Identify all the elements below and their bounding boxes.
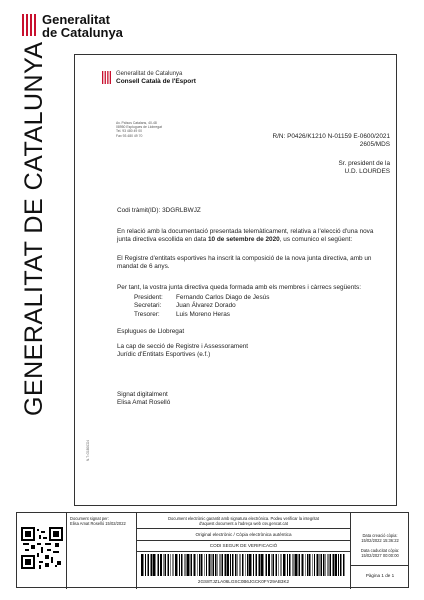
- signed-by-label: Document signat per:: [70, 516, 109, 521]
- vertical-org-text: GENERALITAT DE CATALUNYA: [20, 41, 48, 416]
- signed-by-cell: [67, 513, 137, 589]
- procedure-code: Codi tràmit(ID): 3DGRLBWJZ: [117, 207, 201, 214]
- signature-block: [117, 391, 170, 408]
- paragraph-1: [117, 228, 373, 245]
- signed-by-value: Elisa Amat Roselló 15/02/2022: [70, 521, 126, 526]
- paragraph-3: Per tant, la vostra junta directiva queda formada amb els membres i càrrecs següents:: [117, 284, 362, 291]
- signer-title: [117, 343, 248, 360]
- board-name: Juan Álvarez Dorado: [176, 302, 236, 310]
- page-number: Pàgina 1 de 1: [365, 573, 395, 578]
- csv-code: 2GS8TJZLA06LGSC0B6JGCK0FY29AB3K2: [197, 579, 290, 584]
- paragraph-line: mandat de 6 anys.: [117, 263, 170, 271]
- side-reference-number: N.T: G1B0CD4: [86, 439, 90, 461]
- senyera-small-icon: [102, 71, 111, 84]
- verification-notice-line2: d'aquest document a l'adreça web csv.gencat.cat: [199, 521, 288, 526]
- date-created-label: Data creació còpia:: [362, 533, 398, 538]
- address-line: Av. Països Catalans, 40-48: [116, 121, 157, 125]
- signer-name: Elisa Amat Roselló: [117, 399, 171, 407]
- letterhead-line2: Consell Català de l'Esport: [116, 78, 196, 85]
- signer-title-line: La cap de secció de Registre i Assessorament: [117, 343, 249, 350]
- address-line: Tel. 93 480 49 00: [116, 129, 143, 134]
- address-line: 08950 Esplugues de Llobregat: [116, 125, 162, 130]
- senyera-icon: [22, 14, 36, 36]
- verification-center-cell: [137, 513, 351, 589]
- paragraph-2: [117, 255, 372, 272]
- board-role: Tresorer:: [134, 310, 160, 318]
- reference-line2: 2605/MDS: [359, 141, 390, 149]
- csv-label: CODI SEGUR DE VERIFICACIÓ: [209, 543, 278, 548]
- reference-block: [273, 133, 390, 150]
- paragraph-line: El Registre d'entitats esportives ha inscrit la composició de la nova junta directiva, amb un: [117, 255, 372, 262]
- address-line: Fax 93 480 49 70: [116, 133, 143, 138]
- dates-cell: [351, 513, 409, 589]
- original-copy-label: Original electrònic / Còpia electrònica autèntica: [195, 532, 292, 537]
- reference-line1: R/N: P0426/K1210 N-01159 E-0600/2021: [272, 133, 390, 140]
- board-role: President:: [134, 294, 163, 301]
- place: Esplugues de Llobregat: [117, 328, 185, 335]
- board-name: Fernando Carlos Diago de Jesús: [176, 294, 270, 301]
- verification-notice-line1: Document electrònic garantit amb signatura electrònica. Podeu verificar la integritat: [168, 516, 319, 521]
- letterhead-line1: Generalitat de Catalunya: [116, 71, 183, 77]
- signer-title-line: Jurídic d'Entitats Esportives (e.f.): [117, 351, 211, 359]
- board-members-list: [134, 294, 269, 319]
- date-expiry-label: Data caducitat còpia:: [360, 548, 400, 553]
- org-name-line2: de Catalunya: [42, 25, 123, 40]
- org-name-line1: Generalitat: [42, 12, 110, 27]
- recipient-line2: U.D. LOURDES: [344, 168, 390, 176]
- election-date: 10 de setembre de 2020: [207, 236, 280, 244]
- date-created: 15/02/2022 15:36:22: [361, 538, 399, 543]
- paragraph-line: En relació amb la documentació presentada telemàticament, relativa a l'elecció d'una nova: [117, 228, 374, 235]
- letterhead-address: [116, 121, 162, 138]
- qr-code-icon: [21, 527, 63, 569]
- signed-digitally-label: Signat digitalment: [117, 391, 168, 398]
- barcode-icon: [141, 554, 347, 576]
- qr-cell: [17, 513, 67, 589]
- paragraph-line: [117, 236, 373, 244]
- board-name: Luis Moreno Heras: [176, 310, 230, 318]
- text-span: junta directiva escollida en data: [117, 236, 208, 244]
- verification-footer: [16, 512, 409, 588]
- date-expiry: 15/02/2027 00:00:00: [361, 553, 399, 558]
- text-span: , us comunico el següent:: [279, 236, 353, 244]
- recipient-line1: Sr. president de la: [338, 160, 390, 167]
- recipient-block: [338, 160, 390, 177]
- board-role: Secretari:: [134, 302, 162, 310]
- board-member-row: [134, 311, 269, 319]
- board-member-row: [134, 302, 269, 310]
